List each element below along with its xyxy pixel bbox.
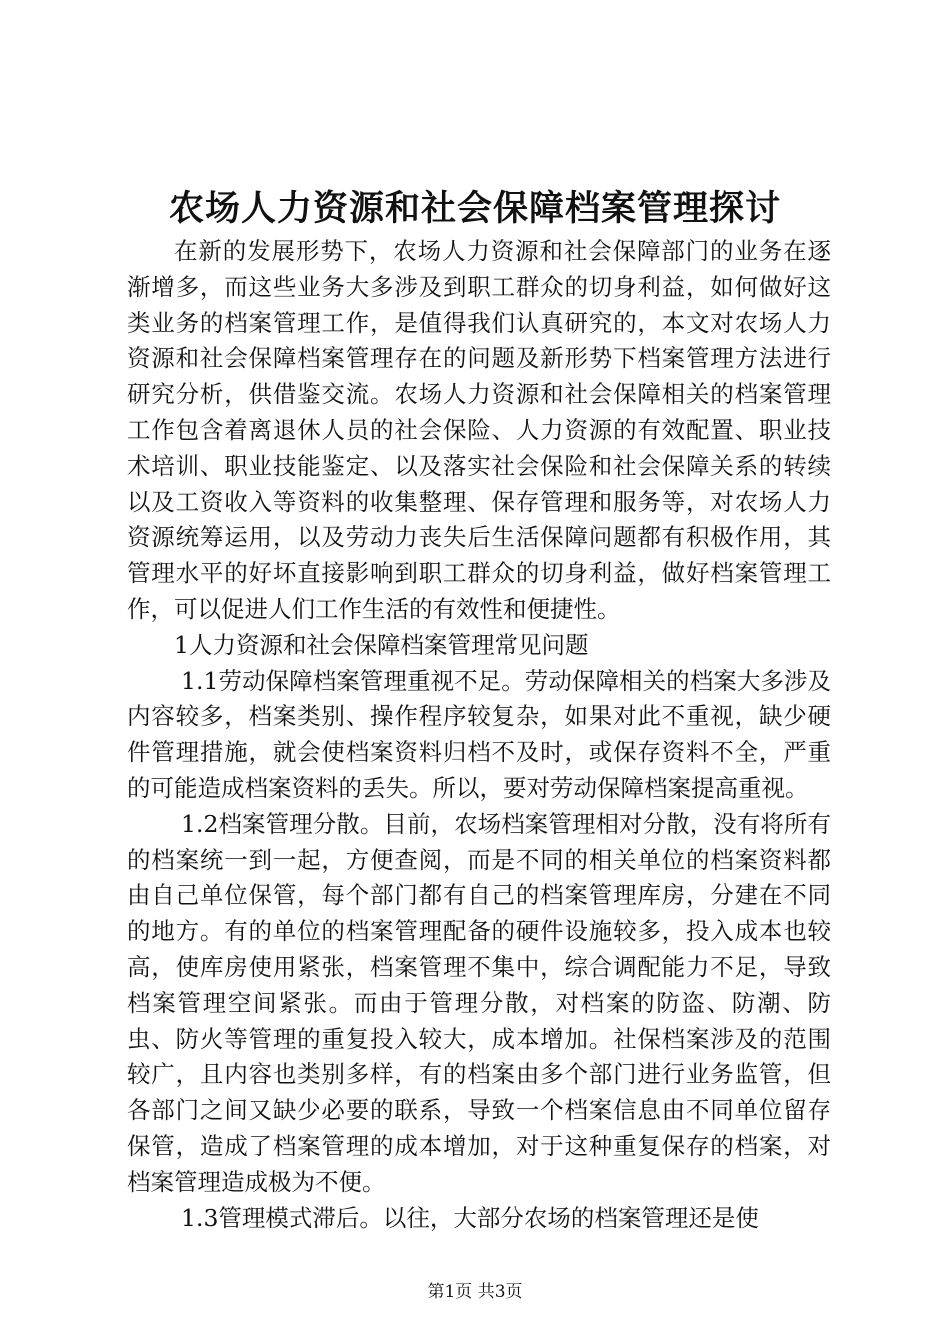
paragraph-1-1: 1.1劳动保障档案管理重视不足。劳动保障相关的档案大多涉及内容较多，档案类别、操作程序较复杂，如果对此不重视，缺少硬件管理措施，就会使档案资料归档不及时，或保存资料不全，严重的可能造成档案资料的丢失。所以，要对劳动保障档案提高重视。 <box>127 666 831 802</box>
paragraph-1-3: 1.3管理模式滞后。以往，大部分农场的档案管理还是使 <box>181 1203 759 1232</box>
paragraph-intro: 在新的发展形势下，农场人力资源和社会保障部门的业务在逐渐增多，而这些业务大多涉及到职工群众的切身利益，如何做好这类业务的档案管理工作，是值得我们认真研究的，本文对农场人力资源和社会保障档案管理存在的问题及新形势下档案管理方法进行研究分析，供借鉴交流。农场人力资源和社会保障相关的档案管理工作包含着离退休人员的社会保险、人力资源的有效配置、职业技术培训、职业技能鉴定、以及落实社会保险和社会保障关系的转续以及工资收入等资料的收集整理、保存管理和服务等，对农场人力资源统筹运用，以及劳动力丧失后生活保障问题都有积极作用，其管理水平的好坏直接影响到职工群众的切身利益，做好档案管理工作，可以促进人们工作生活的有效性和便捷性。 <box>127 237 831 623</box>
page-number: 第1页 共3页 <box>427 1282 523 1302</box>
document-body <box>127 234 831 1236</box>
section-heading: 1人力资源和社会保障档案管理常见问题 <box>174 630 589 659</box>
page-title: 农场人力资源和社会保障档案管理探讨 <box>168 188 781 229</box>
paragraph-1-2: 1.2档案管理分散。目前，农场档案管理相对分散，没有将所有的档案统一到一起，方便查阅，而是不同的相关单位的档案资料都由自己单位保管，每个部门都有自己的档案管理库房，分建在不同的地方。有的单位的档案管理配备的硬件设施较多，投入成本也较高，使库房使用紧张，档案管理不集中，综合调配能力不足，导致档案管理空间紧张。而由于管理分散，对档案的防盗、防潮、防虫、防火等管理的重复投入较大，成本增加。社保档案涉及的范围较广，且内容也类别多样，有的档案由多个部门进行业务监管，但各部门之间又缺少必要的联系，导致一个档案信息由不同单位留存保管，造成了档案管理的成本增加，对于这种重复保存的档案，对档案管理造成极为不便。 <box>127 809 831 1196</box>
